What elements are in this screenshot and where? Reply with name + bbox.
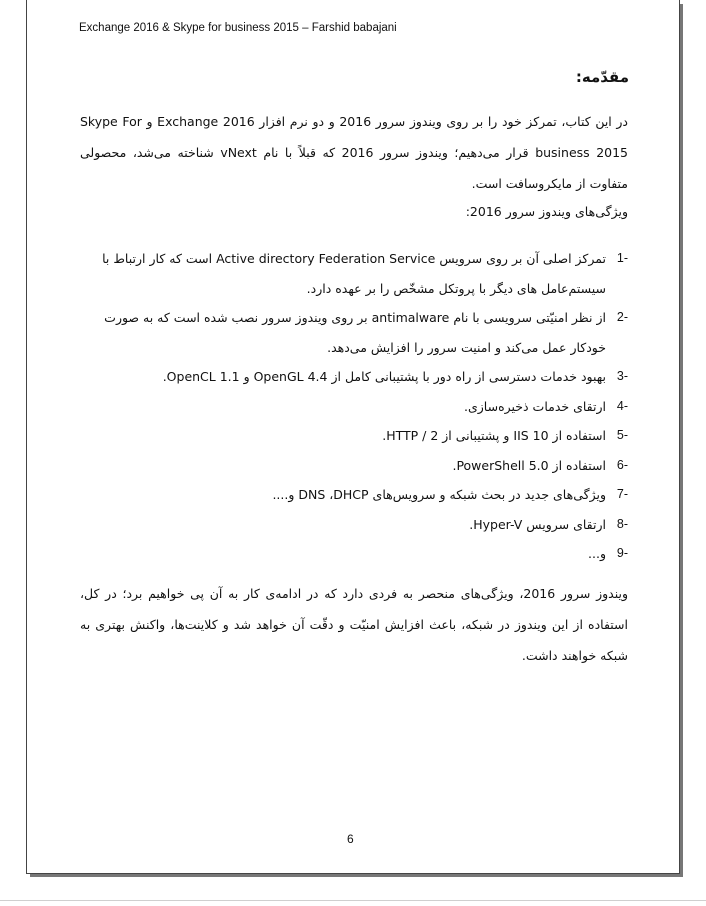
list-item-number: -3 <box>616 369 628 383</box>
list-item <box>80 480 628 510</box>
viewer-bottom-divider <box>0 900 706 901</box>
list-item-text: ویژگی‌های جدید در بحث شبکه و سرویس‌های DNS ،DHCP و.... <box>272 487 606 502</box>
list-item-number: -6 <box>616 457 628 472</box>
page-shadow-bottom <box>30 874 683 877</box>
list-item-number: -8 <box>616 516 628 531</box>
list-item-number: -4 <box>616 398 628 413</box>
list-item-text: تمرکز اصلی آن بر روی سرویس Active directory Federation Service است که کار ارتباط با سیستم‌عامل های دیگر با پروتکل مشخّص را بر عهده دارد. <box>102 251 606 296</box>
list-item-number: -7 <box>616 487 628 501</box>
list-item-number: -9 <box>616 546 628 560</box>
feature-list <box>80 244 628 569</box>
list-item-number: -2 <box>616 310 628 324</box>
list-item-text: ارتقای سرویس Hyper-V. <box>469 516 606 532</box>
page-number: 6 <box>347 832 354 846</box>
features-title: ویژگی‌های ویندوز سرور 2016: <box>465 204 628 219</box>
list-item <box>80 244 628 303</box>
section-heading: مقدّمه: <box>575 68 629 86</box>
list-item <box>80 451 628 481</box>
list-item-number: -5 <box>616 428 628 442</box>
list-item <box>80 539 628 569</box>
intro-paragraph: در این کتاب، تمرکز خود را بر روی ویندوز سرور 2016 و دو نرم افزار Exchange 2016 و Skype For business 2015 قرار می‌دهیم؛ ویندوز سرور 2016 که قبلاً با نام vNext شناخته می‌شد، محصولی متفاوت از مایکروسافت است. <box>80 114 629 191</box>
list-item-number: -1 <box>616 251 628 265</box>
page-shadow-right <box>680 4 683 877</box>
list-item-text: استفاده از IIS 10 و پشتیبانی از HTTP / 2. <box>382 428 606 443</box>
list-item-text: استفاده از PowerShell 5.0. <box>452 457 606 473</box>
running-header: Exchange 2016 & Skype for business 2015 – Farshid babajani <box>79 22 397 34</box>
list-item <box>80 303 628 362</box>
list-item <box>80 392 628 422</box>
list-item <box>80 362 628 392</box>
list-item-text: و... <box>588 546 606 561</box>
list-item <box>80 421 628 451</box>
closing-paragraph: ویندوز سرور 2016، ویژگی‌های منحصر به فردی دارد که در ادامه‌ی کار به آن پی خواهیم برد؛ در کل، استفاده از این ویندوز در شبکه، باعث افزایش امنیّت و دقّت آن خواهد شد و کلاینت‌ها، واکنش بهتری به شبکه خواهند داشت. <box>80 586 628 663</box>
list-item <box>80 510 628 540</box>
list-item-text: ارتقای خدمات ذخیره‌سازی. <box>464 398 606 414</box>
list-item-text: از نظر امنیّتی سرویسی با نام antimalware بر روی ویندوز سرور نصب شده است که به صورت خودکار عمل می‌کند و امنیت سرور را افزایش می‌دهد. <box>104 310 606 355</box>
list-item-text: بهبود خدمات دسترسی از راه دور با پشتیبانی کامل از OpenGL 4.4 و OpenCL 1.1. <box>162 369 606 384</box>
